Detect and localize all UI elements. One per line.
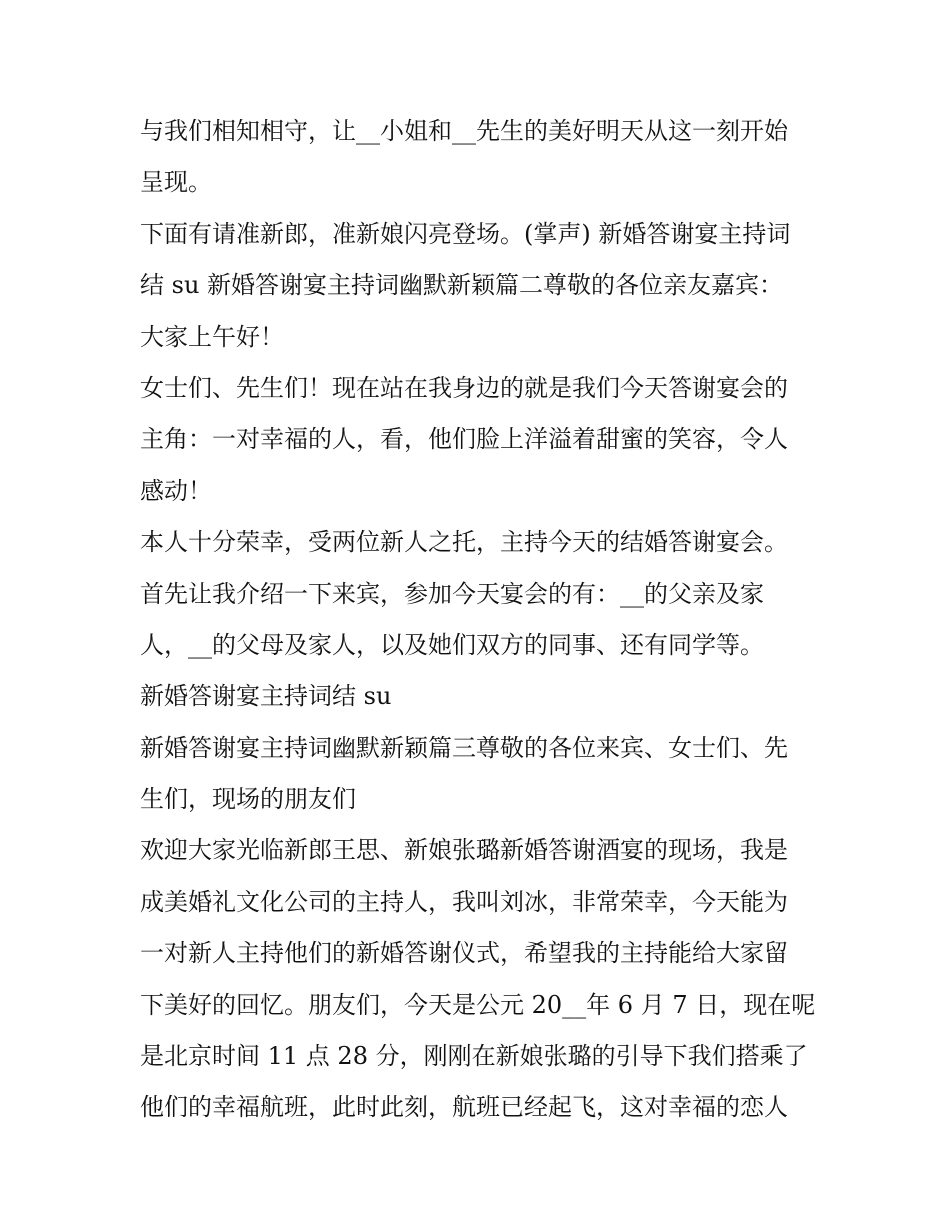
body-text bbox=[140, 106, 820, 1134]
text-line: 主角：一对幸福的人，看，他们脸上洋溢着甜蜜的笑容，令人 bbox=[140, 425, 788, 454]
text-line: 呈现。 bbox=[140, 168, 212, 197]
text-line: 本人十分荣幸，受两位新人之托，主持今天的结婚答谢宴会。 bbox=[140, 528, 788, 557]
text-line: 一对新人主持他们的新婚答谢仪式，希望我的主持能给大家留 bbox=[140, 939, 788, 968]
text-line: 首先让我介绍一下来宾，参加今天宴会的有：__的父亲及家 bbox=[140, 579, 764, 608]
text-line: 欢迎大家光临新郎王思、新娘张璐新婚答谢酒宴的现场，我是 bbox=[140, 836, 788, 865]
text-line: 新婚答谢宴主持词幽默新颖篇三尊敬的各位来宾、女士们、先 bbox=[140, 733, 788, 762]
text-line: 生们，现场的朋友们 bbox=[140, 785, 356, 814]
text-line: 他们的幸福航班，此时此刻，航班已经起飞，这对幸福的恋人 bbox=[140, 1093, 788, 1122]
text-line: 下美好的回忆。朋友们，今天是公元 20__年 6 月 7 日，现在呢 bbox=[140, 990, 816, 1019]
text-line: 人，__的父母及家人，以及她们双方的同事、还有同学等。 bbox=[140, 630, 764, 659]
text-line: 大家上午好！ bbox=[140, 322, 284, 351]
text-line: 感动！ bbox=[140, 476, 212, 505]
text-line: 下面有请准新郎，准新娘闪亮登场。(掌声) 新婚答谢宴主持词 bbox=[140, 219, 791, 248]
text-line: 结 su 新婚答谢宴主持词幽默新颖篇二尊敬的各位亲友嘉宾： bbox=[140, 271, 784, 300]
text-line: 是北京时间 11 点 28 分，刚刚在新娘张璐的引导下我们搭乘了 bbox=[140, 1042, 808, 1071]
text-line: 成美婚礼文化公司的主持人，我叫刘冰，非常荣幸，今天能为 bbox=[140, 887, 788, 916]
text-line: 与我们相知相守，让__小姐和__先生的美好明天从这一刻开始 bbox=[140, 117, 788, 145]
section-title: 新婚答谢宴主持词结 su bbox=[140, 682, 392, 711]
text-line: 女士们、先生们！现在站在我身边的就是我们今天答谢宴会的 bbox=[140, 373, 788, 402]
